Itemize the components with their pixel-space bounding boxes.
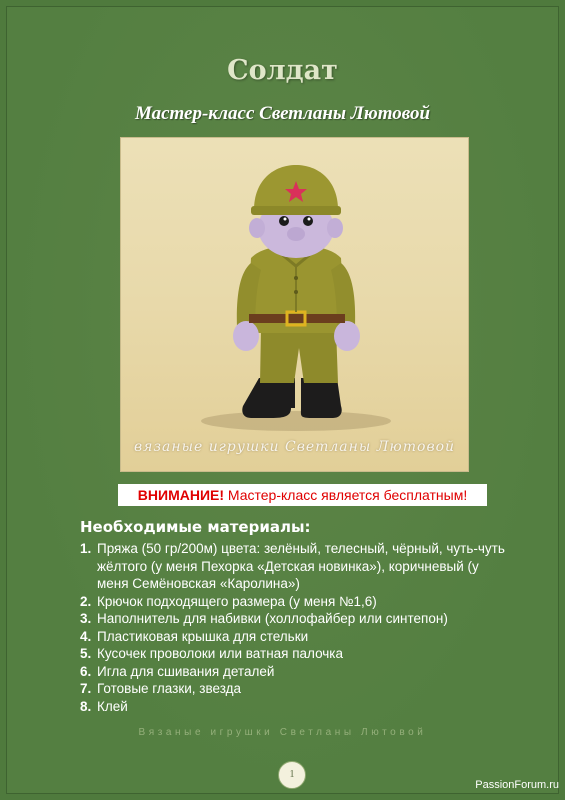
materials-list bbox=[80, 540, 510, 715]
item-text: Пряжа (50 гр/200м) цвета: зелёный, телесный, чёрный, чуть-чуть жёлтого (у меня Пехорка «Детская новинка»), коричневый (у меня Семёновская «Каролина») bbox=[97, 541, 505, 591]
soldier-toy-photo bbox=[120, 137, 469, 472]
item-text: Готовые глазки, звезда bbox=[97, 681, 241, 696]
notice-text: Мастер-класс является бесплатным! bbox=[224, 487, 468, 503]
item-text: Наполнитель для набивки (холлофайбер или синтепон) bbox=[97, 611, 448, 626]
list-item bbox=[80, 593, 510, 611]
item-text: Игла для сшивания деталей bbox=[97, 663, 275, 679]
list-item bbox=[80, 680, 510, 698]
item-number: 3. bbox=[80, 611, 92, 626]
list-item bbox=[80, 610, 510, 628]
materials-heading: Необходимые материалы: bbox=[80, 518, 311, 536]
page-number: 1 bbox=[278, 761, 306, 789]
list-item bbox=[80, 698, 510, 716]
footer-caption: Вязаные игрушки Светланы Лютовой bbox=[138, 727, 427, 738]
list-item bbox=[80, 540, 510, 593]
item-number: 4. bbox=[80, 628, 92, 644]
list-item bbox=[80, 628, 510, 646]
item-number: 8. bbox=[80, 698, 92, 714]
soldier-toy-illustration bbox=[121, 138, 468, 471]
free-notice-banner bbox=[118, 484, 487, 506]
list-item bbox=[80, 663, 510, 681]
item-text: Кусочек проволоки или ватная палочка bbox=[97, 646, 344, 661]
site-watermark: PassionForum.ru bbox=[475, 779, 559, 791]
item-text: Клей bbox=[97, 698, 128, 714]
item-number: 5. bbox=[80, 646, 92, 661]
item-text: Пластиковая крышка для стельки bbox=[97, 628, 309, 644]
item-number: 7. bbox=[80, 681, 92, 696]
photo-watermark: вязаные игрушки Светланы Лютовой bbox=[133, 439, 456, 455]
item-number: 2. bbox=[80, 593, 92, 609]
page-subtitle: Мастер-класс Светланы Лютовой bbox=[134, 103, 431, 124]
item-text: Крючок подходящего размера (у меня №1,6) bbox=[97, 593, 377, 609]
list-item bbox=[80, 645, 510, 663]
item-number: 6. bbox=[80, 663, 92, 679]
notice-strong: ВНИМАНИЕ! bbox=[137, 487, 225, 503]
item-number: 1. bbox=[80, 541, 92, 556]
page-title: Солдат bbox=[227, 55, 338, 86]
